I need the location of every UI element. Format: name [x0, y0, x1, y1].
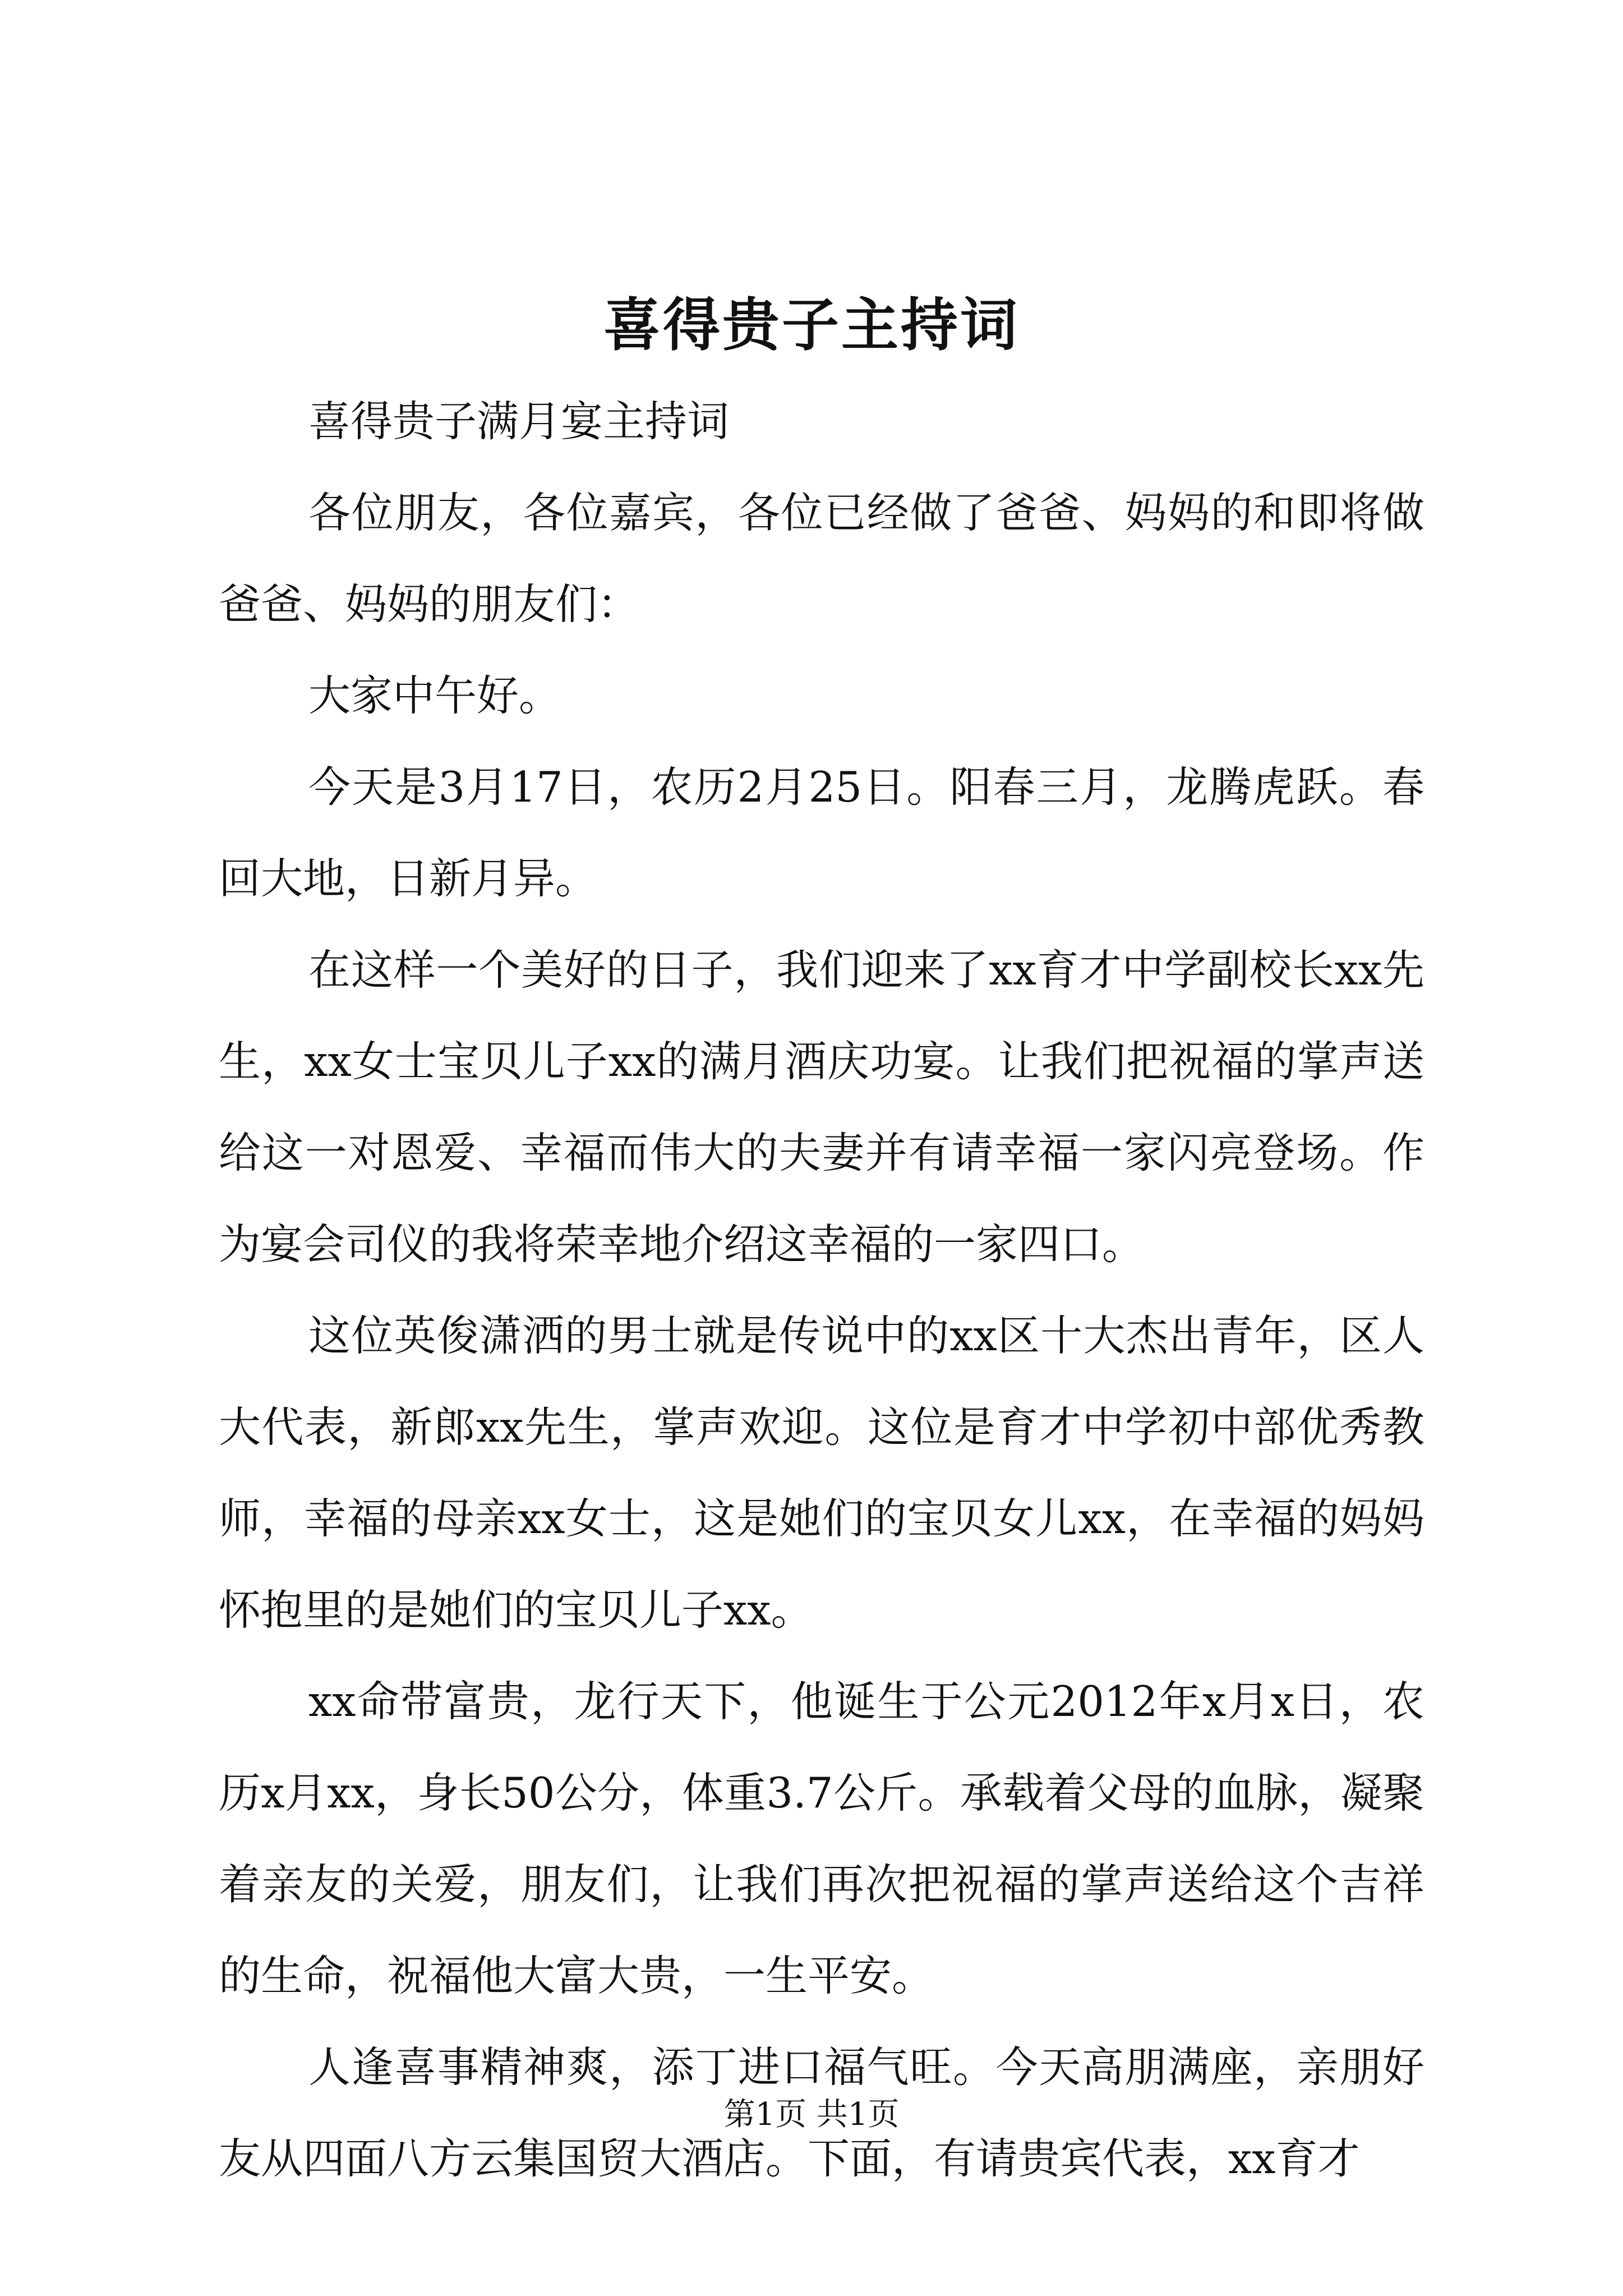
paragraph: 各位朋友，各位嘉宾，各位已经做了爸爸、妈妈的和即将做爸爸、妈妈的朋友们： [219, 488, 1424, 629]
paragraph: 喜得贵子满月宴主持词 [308, 397, 730, 446]
paragraph: 今天是3月17日，农历2月25日。阳春三月，龙腾虎跃。春回大地，日新月异。 [219, 762, 1424, 903]
paragraph: xx命带富贵，龙行天下，他诞生于公元2012年x月x日，农历x月xx，身长50公分，体重3.7公斤。承载着父母的血脉，凝聚着亲友的关爱，朋友们，让我们再次把祝福的掌声送给这个吉祥的生命，祝福他大富大贵，一生平安。 [219, 1677, 1424, 2000]
paragraph: 人逢喜事精神爽，添丁进口福气旺。今天高朋满座，亲朋好友从四面八方云集国贸大酒店。下面，有请贵宾代表，xx育才 [219, 2042, 1424, 2183]
page-footer: 第1页 共1页 [723, 2096, 900, 2133]
paragraph: 在这样一个美好的日子，我们迎来了xx育才中学副校长xx先生，xx女士宝贝儿子xx的满月酒庆功宴。让我们把祝福的掌声送给这一对恩爱、幸福而伟大的夫妻并有请幸福一家闪亮登场。作为宴会司仪的我将荣幸地介绍这幸福的一家四口。 [219, 945, 1424, 1269]
paragraph: 大家中午好。 [308, 671, 561, 720]
document-title: 喜得贵子主持词 [603, 292, 1020, 359]
paragraph: 这位英俊潇洒的男士就是传说中的xx区十大杰出青年，区人大代表，新郎xx先生，掌声欢迎。这位是育才中学初中部优秀教师，幸福的母亲xx女士，这是她们的宝贝女儿xx，在幸福的妈妈怀抱里的是她们的宝贝儿子xx。 [219, 1311, 1424, 1635]
document-body [219, 376, 1424, 2205]
